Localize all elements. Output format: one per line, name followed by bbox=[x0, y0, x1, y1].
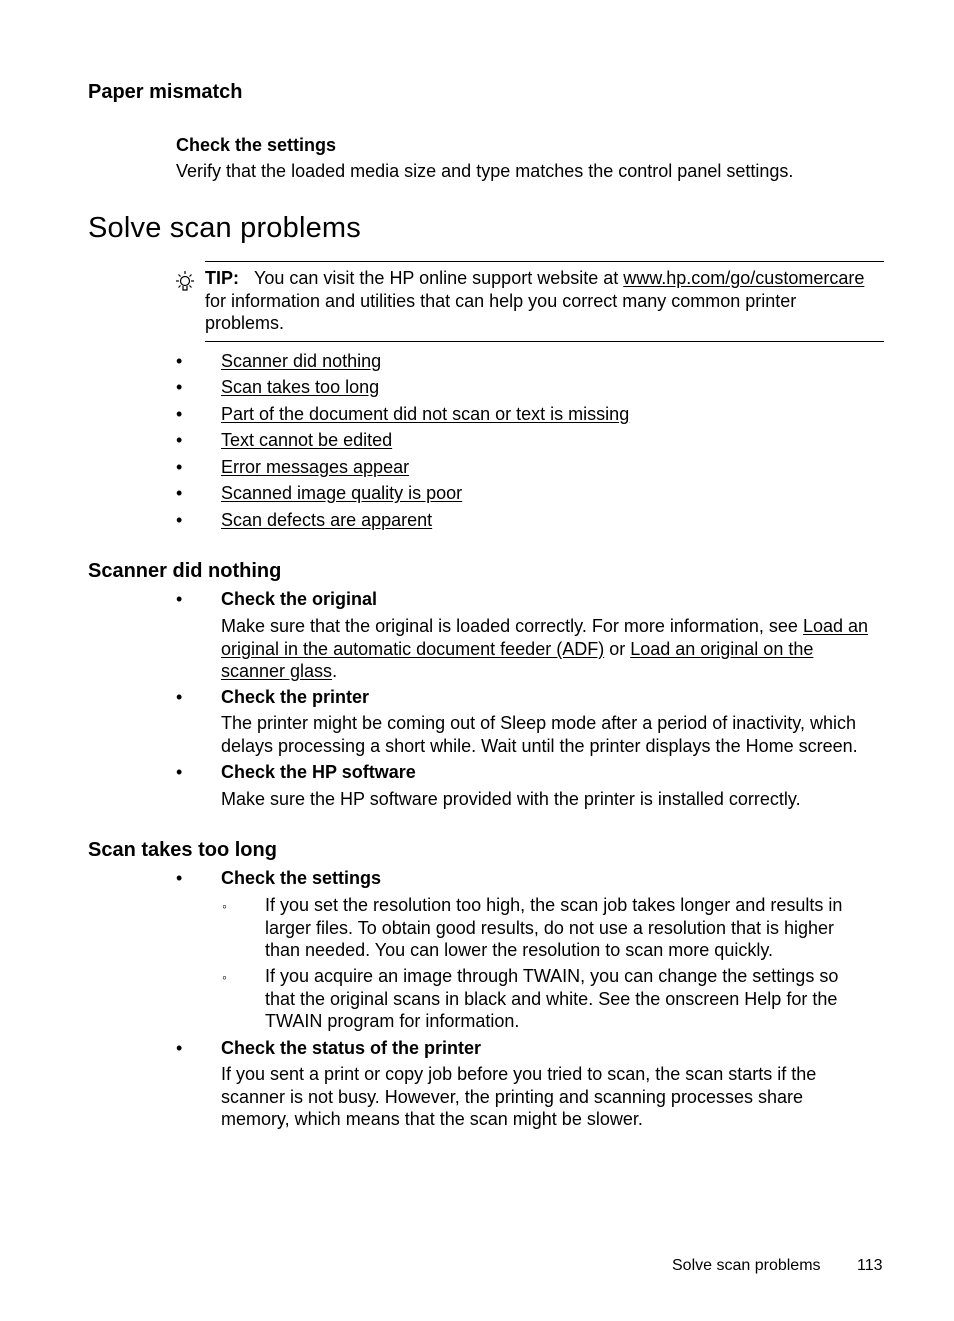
or-text: or bbox=[604, 638, 631, 659]
page-title: Solve scan problems bbox=[88, 212, 361, 244]
link-scan-takes-too-long[interactable]: Scan takes too long bbox=[221, 377, 380, 397]
bullet-icon: • bbox=[176, 1038, 183, 1058]
scan-takes-too-long-heading: Scan takes too long bbox=[88, 839, 277, 861]
paper-mismatch-heading: Paper mismatch bbox=[88, 81, 243, 103]
status-line-1: If you sent a print or copy job before you tried to scan, the scan starts if the bbox=[221, 1064, 817, 1084]
tip-text bbox=[205, 267, 895, 335]
link-document-did-not-scan[interactable]: Part of the document did not scan or text is missing bbox=[221, 404, 630, 424]
tip-line-2: for information and utilities that can help you correct many common printer bbox=[205, 290, 797, 311]
link-error-messages-appear[interactable]: Error messages appear bbox=[221, 457, 410, 477]
bullet-icon: • bbox=[176, 589, 183, 609]
scanner-did-nothing-heading: Scanner did nothing bbox=[88, 560, 282, 582]
customercare-link[interactable]: www.hp.com/go/customercare bbox=[623, 268, 865, 288]
check-software-title: Check the HP software bbox=[221, 762, 416, 782]
check-original-title: Check the original bbox=[221, 589, 378, 609]
link-load-original-adf[interactable]: Load an bbox=[802, 616, 869, 636]
bullet-icon: • bbox=[176, 868, 183, 888]
bullet-icon: • bbox=[176, 762, 183, 782]
check-status-title: Check the status of the printer bbox=[221, 1038, 482, 1058]
footer-section-title: Solve scan problems bbox=[672, 1257, 821, 1274]
sub-bullet-icon: ◦ bbox=[222, 898, 227, 914]
link-image-quality-poor[interactable]: Scanned image quality is poor bbox=[221, 483, 463, 503]
link-text-cannot-be-edited[interactable]: Text cannot be edited bbox=[221, 430, 393, 450]
link-load-original-glass-cont[interactable]: scanner glass bbox=[221, 661, 333, 681]
check-printer-line-1: The printer might be coming out of Sleep mode after a period of inactivity, which bbox=[221, 713, 856, 733]
paper-mismatch-check-heading: Check the settings bbox=[176, 135, 337, 155]
page-number: 113 bbox=[857, 1257, 883, 1274]
bullet-icon: • bbox=[176, 510, 183, 530]
resolution-line-2: larger files. To obtain good results, do not use a resolution that is higher bbox=[265, 917, 835, 938]
check-original-text: Make sure that the original is loaded correctly. For more information, see bbox=[221, 616, 803, 636]
check-printer-line-2: delays processing a short while. Wait until the printer displays the Home screen. bbox=[221, 735, 858, 756]
tip-top-rule bbox=[205, 261, 884, 262]
lightbulb-icon bbox=[174, 270, 196, 299]
resolution-line-1: If you set the resolution too high, the scan job takes longer and results in bbox=[265, 895, 843, 915]
check-printer-body bbox=[221, 712, 901, 757]
paper-mismatch-body: Verify that the loaded media size and type matches the control panel settings. bbox=[176, 161, 794, 181]
check-software-body: Make sure the HP software provided with the printer is installed correctly. bbox=[221, 789, 801, 809]
bullet-icon: • bbox=[176, 483, 183, 503]
check-status-body bbox=[221, 1063, 816, 1131]
period-text: . bbox=[332, 661, 338, 681]
bullet-icon: • bbox=[176, 404, 183, 424]
check-printer-title: Check the printer bbox=[221, 687, 370, 707]
bullet-icon: • bbox=[176, 377, 183, 397]
bullet-icon: • bbox=[176, 457, 183, 477]
status-line-3: memory, which means that the scan might be slower. bbox=[221, 1109, 643, 1129]
tip-bottom-rule bbox=[205, 341, 884, 342]
tip-line-3: problems. bbox=[205, 313, 285, 333]
link-scan-defects-apparent[interactable]: Scan defects are apparent bbox=[221, 510, 433, 530]
link-scanner-did-nothing[interactable]: Scanner did nothing bbox=[221, 351, 382, 371]
twain-paragraph bbox=[265, 965, 838, 1033]
resolution-line-3: than needed. You can lower the resolution to scan more quickly. bbox=[265, 940, 773, 960]
tip-label: TIP: bbox=[205, 268, 239, 288]
resolution-paragraph bbox=[265, 894, 842, 962]
check-settings-title: Check the settings bbox=[221, 868, 382, 888]
twain-line-3: TWAIN program for information. bbox=[265, 1011, 520, 1031]
twain-line-1: If you acquire an image through TWAIN, you can change the settings so bbox=[265, 966, 839, 986]
bullet-icon: • bbox=[176, 430, 183, 450]
twain-line-2: that the original scans in black and white. See the onscreen Help for the bbox=[265, 988, 838, 1009]
sub-bullet-icon: ◦ bbox=[222, 969, 227, 985]
status-line-2: scanner is not busy. However, the printing and scanning processes share bbox=[221, 1086, 803, 1107]
link-load-original-adf-cont[interactable]: original in the automatic document feeder (ADF) bbox=[221, 638, 605, 659]
bullet-icon: • bbox=[176, 351, 183, 371]
tip-text-before: You can visit the HP online support website at bbox=[254, 268, 624, 288]
link-load-original-glass[interactable]: Load an original on the bbox=[630, 638, 814, 659]
bullet-icon: • bbox=[176, 687, 183, 707]
check-original-body bbox=[221, 615, 901, 683]
